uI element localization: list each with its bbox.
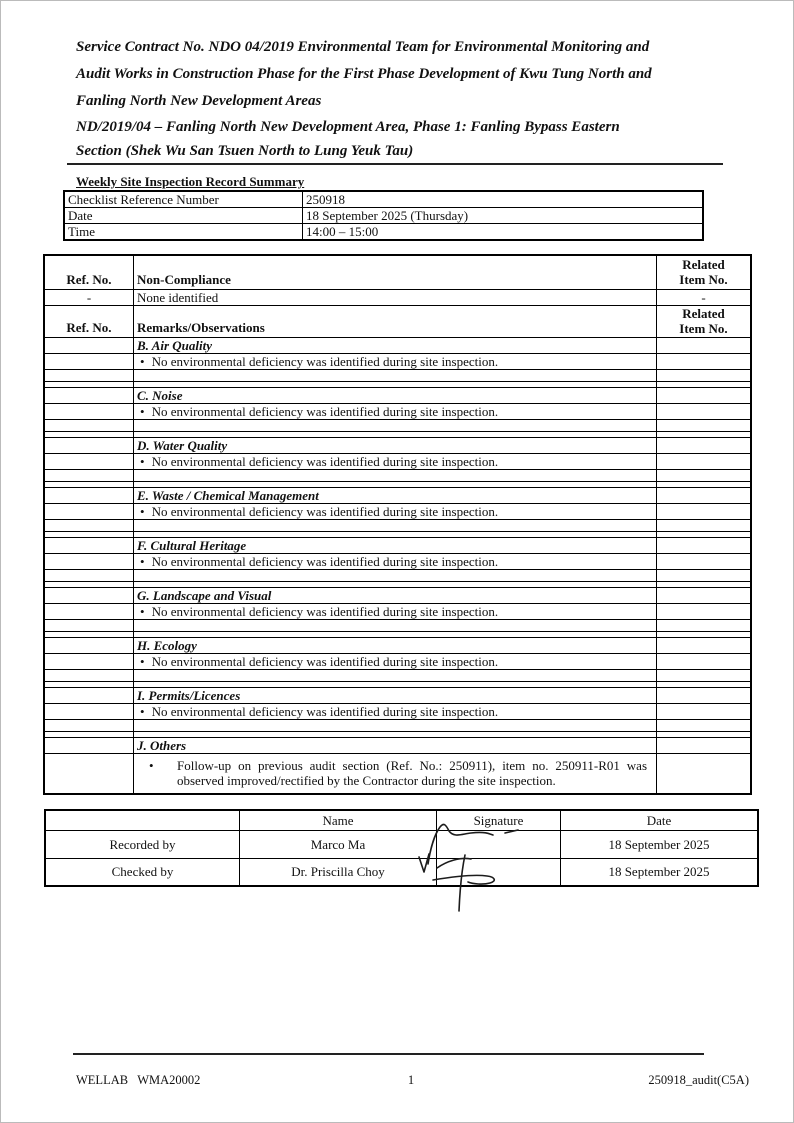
section-related-cell — [657, 637, 752, 653]
section-bullet-text: No environmental deficiency was identified during site inspection. — [151, 503, 499, 519]
signoff-name: Marco Ma — [240, 830, 437, 858]
empty-cell — [657, 619, 752, 631]
section-ref-cell — [44, 487, 134, 503]
related-item-line1: Related — [682, 306, 725, 321]
summary-row — [64, 224, 703, 241]
section-empty-row — [44, 419, 751, 431]
section-ref-cell — [44, 387, 134, 403]
summary-row — [64, 191, 703, 208]
section-bullet-text: No environmental deficiency was identified during site inspection. — [151, 453, 499, 469]
noncompliance-value-row — [44, 289, 751, 305]
footer-divider — [73, 1053, 704, 1055]
section-empty-row — [44, 469, 751, 481]
summary-row-label: Checklist Reference Number — [64, 191, 303, 208]
section-related-cell — [657, 753, 752, 794]
section-empty-row — [44, 669, 751, 681]
section-ref-cell — [44, 687, 134, 703]
signoff-role: Recorded by — [45, 830, 240, 858]
noncompliance-header: Non-Compliance — [134, 255, 657, 289]
empty-cell — [657, 519, 752, 531]
contract-subtitle-line: ND/2019/04 – Fanling North New Development Area, Phase 1: Fanling Bypass Eastern — [76, 119, 620, 135]
empty-cell — [134, 719, 657, 731]
contract-title-line: Audit Works in Construction Phase for the First Phase Development of Kwu Tung North and — [76, 66, 652, 82]
section-bullet-cell — [134, 453, 657, 469]
section-ref-cell — [44, 353, 134, 369]
summary-row-value: 14:00 – 15:00 — [303, 224, 704, 241]
section-title-row — [44, 737, 751, 753]
empty-cell — [134, 569, 657, 581]
section-ref-cell — [44, 737, 134, 753]
contract-title — [76, 34, 728, 163]
empty-cell — [44, 519, 134, 531]
section-related-cell — [657, 687, 752, 703]
section-title: B. Air Quality — [134, 337, 657, 353]
empty-cell — [657, 569, 752, 581]
section-bullet-row — [44, 603, 751, 619]
signoff-date-header: Date — [561, 810, 759, 830]
summary-row-value: 18 September 2025 (Thursday) — [303, 208, 704, 224]
section-related-cell — [657, 737, 752, 753]
section-ref-cell — [44, 403, 134, 419]
section-related-cell — [657, 487, 752, 503]
bullet-glyph: • — [140, 603, 145, 619]
related-item-line2: Item No. — [679, 321, 728, 336]
signoff-row — [45, 858, 758, 886]
section-bullet-cell — [134, 753, 657, 794]
section-bullet-cell — [134, 603, 657, 619]
empty-cell — [657, 719, 752, 731]
contract-title-line: Service Contract No. NDO 04/2019 Environmental Team for Environmental Monitoring and — [76, 39, 650, 55]
signoff-name: Dr. Priscilla Choy — [240, 858, 437, 886]
signoff-role: Checked by — [45, 858, 240, 886]
noncompliance-ref-value: - — [44, 289, 134, 305]
section-related-cell — [657, 587, 752, 603]
empty-cell — [44, 619, 134, 631]
section-bullet-row — [44, 653, 751, 669]
empty-cell — [657, 469, 752, 481]
section-bullet-cell — [134, 653, 657, 669]
empty-cell — [134, 519, 657, 531]
section-title-row — [44, 587, 751, 603]
section-empty-row — [44, 619, 751, 631]
signoff-date: 18 September 2025 — [561, 830, 759, 858]
section-ref-cell — [44, 587, 134, 603]
signoff-header-row — [45, 810, 758, 830]
section-ref-cell — [44, 437, 134, 453]
header-divider — [67, 163, 723, 165]
section-related-cell — [657, 503, 752, 519]
section-bullet-row — [44, 403, 751, 419]
section-bullet-cell — [134, 503, 657, 519]
footer-file-name: 250918_audit(C5A) — [648, 1073, 749, 1087]
noncompliance-header-row — [44, 255, 751, 289]
remarks-header-row — [44, 305, 751, 337]
section-ref-cell — [44, 753, 134, 794]
empty-cell — [44, 719, 134, 731]
others-bullet-wrap — [137, 756, 653, 790]
section-ref-cell — [44, 503, 134, 519]
section-bullet-row — [44, 353, 751, 369]
section-title-row — [44, 687, 751, 703]
section-related-cell — [657, 387, 752, 403]
empty-cell — [134, 619, 657, 631]
inspection-table — [43, 254, 752, 795]
section-empty-row — [44, 569, 751, 581]
empty-cell — [134, 369, 657, 381]
section-related-cell — [657, 553, 752, 569]
section-bullet-row — [44, 553, 751, 569]
remarks-header: Remarks/Observations — [134, 305, 657, 337]
bullet-glyph: • — [140, 553, 145, 569]
section-bullet-text: No environmental deficiency was identified during site inspection. — [151, 553, 499, 569]
related-item-header — [657, 305, 752, 337]
section-title-row — [44, 337, 751, 353]
section-related-cell — [657, 603, 752, 619]
section-related-cell — [657, 537, 752, 553]
section-bullet-row — [44, 503, 751, 519]
noncompliance-value: None identified — [134, 289, 657, 305]
section-title-row — [44, 387, 751, 403]
section-bullet-text: No environmental deficiency was identified during site inspection. — [151, 703, 499, 719]
section-bullet-cell — [134, 403, 657, 419]
summary-table — [63, 190, 704, 241]
section-bullet-text: Follow-up on previous audit section (Ref. No.: 250911), item no. 250911-R01 was observed improved/rectified by the Contractor during the site inspection. — [177, 758, 647, 789]
section-ref-cell — [44, 653, 134, 669]
bullet-glyph: • — [149, 758, 154, 774]
signoff-name-header: Name — [240, 810, 437, 830]
section-ref-cell — [44, 703, 134, 719]
summary-row — [64, 208, 703, 224]
empty-cell — [134, 469, 657, 481]
section-title-row — [44, 487, 751, 503]
empty-cell — [44, 469, 134, 481]
section-related-cell — [657, 453, 752, 469]
empty-cell — [44, 569, 134, 581]
section-related-cell — [657, 403, 752, 419]
section-bullet-cell — [134, 553, 657, 569]
section-related-cell — [657, 353, 752, 369]
section-title: I. Permits/Licences — [134, 687, 657, 703]
empty-cell — [44, 419, 134, 431]
section-related-cell — [657, 437, 752, 453]
contract-subtitle-line: Section (Shek Wu San Tsuen North to Lung Yeuk Tau) — [76, 143, 414, 159]
section-related-cell — [657, 337, 752, 353]
summary-row-label: Date — [64, 208, 303, 224]
empty-cell — [134, 419, 657, 431]
section-bullet-row — [44, 753, 751, 794]
checked-by-signature — [413, 849, 525, 913]
section-title: E. Waste / Chemical Management — [134, 487, 657, 503]
section-bullet-text: No environmental deficiency was identified during site inspection. — [151, 353, 499, 369]
section-title: C. Noise — [134, 387, 657, 403]
section-title: J. Others — [134, 737, 657, 753]
signoff-signature-header: Signature — [437, 810, 561, 830]
section-ref-cell — [44, 453, 134, 469]
section-bullet-text: No environmental deficiency was identified during site inspection. — [151, 403, 499, 419]
bullet-glyph: • — [140, 403, 145, 419]
summary-row-label: Time — [64, 224, 303, 241]
summary-heading: Weekly Site Inspection Record Summary — [76, 174, 305, 189]
section-bullet-cell — [134, 703, 657, 719]
summary-row-value: 250918 — [303, 191, 704, 208]
empty-cell — [134, 669, 657, 681]
section-ref-cell — [44, 603, 134, 619]
section-title-row — [44, 537, 751, 553]
bullet-glyph: • — [140, 653, 145, 669]
section-ref-cell — [44, 537, 134, 553]
section-ref-cell — [44, 553, 134, 569]
empty-cell — [44, 369, 134, 381]
section-title-row — [44, 437, 751, 453]
section-title: H. Ecology — [134, 637, 657, 653]
section-empty-row — [44, 519, 751, 531]
section-empty-row — [44, 369, 751, 381]
signoff-blank-header — [45, 810, 240, 830]
contract-title-line: Fanling North New Development Areas — [76, 93, 322, 109]
section-bullet-text: No environmental deficiency was identified during site inspection. — [151, 603, 499, 619]
section-bullet-text: No environmental deficiency was identified during site inspection. — [151, 653, 499, 669]
related-item-line2: Item No. — [679, 272, 728, 288]
empty-cell — [657, 669, 752, 681]
section-ref-cell — [44, 637, 134, 653]
section-title-row — [44, 637, 751, 653]
section-related-cell — [657, 653, 752, 669]
related-item-line1: Related — [682, 257, 725, 273]
section-ref-cell — [44, 337, 134, 353]
footer-document-code: WELLAB WMA20002 — [76, 1073, 201, 1087]
ref-no-header: Ref. No. — [44, 305, 134, 337]
empty-cell — [657, 369, 752, 381]
section-related-cell — [657, 703, 752, 719]
empty-cell — [44, 669, 134, 681]
bullet-glyph: • — [140, 453, 145, 469]
section-bullet-cell — [134, 353, 657, 369]
bullet-glyph: • — [140, 703, 145, 719]
section-empty-row — [44, 719, 751, 731]
section-title: F. Cultural Heritage — [134, 537, 657, 553]
section-title: D. Water Quality — [134, 437, 657, 453]
signoff-date: 18 September 2025 — [561, 858, 759, 886]
noncompliance-related-value: - — [657, 289, 752, 305]
bullet-glyph: • — [140, 353, 145, 369]
empty-cell — [657, 419, 752, 431]
bullet-glyph: • — [140, 503, 145, 519]
ref-no-header: Ref. No. — [44, 255, 134, 289]
related-item-header — [657, 255, 752, 289]
section-title: G. Landscape and Visual — [134, 587, 657, 603]
page-number: 1 — [407, 1073, 415, 1087]
signoff-table — [44, 809, 759, 887]
signoff-row — [45, 830, 758, 858]
section-bullet-row — [44, 453, 751, 469]
section-bullet-row — [44, 703, 751, 719]
